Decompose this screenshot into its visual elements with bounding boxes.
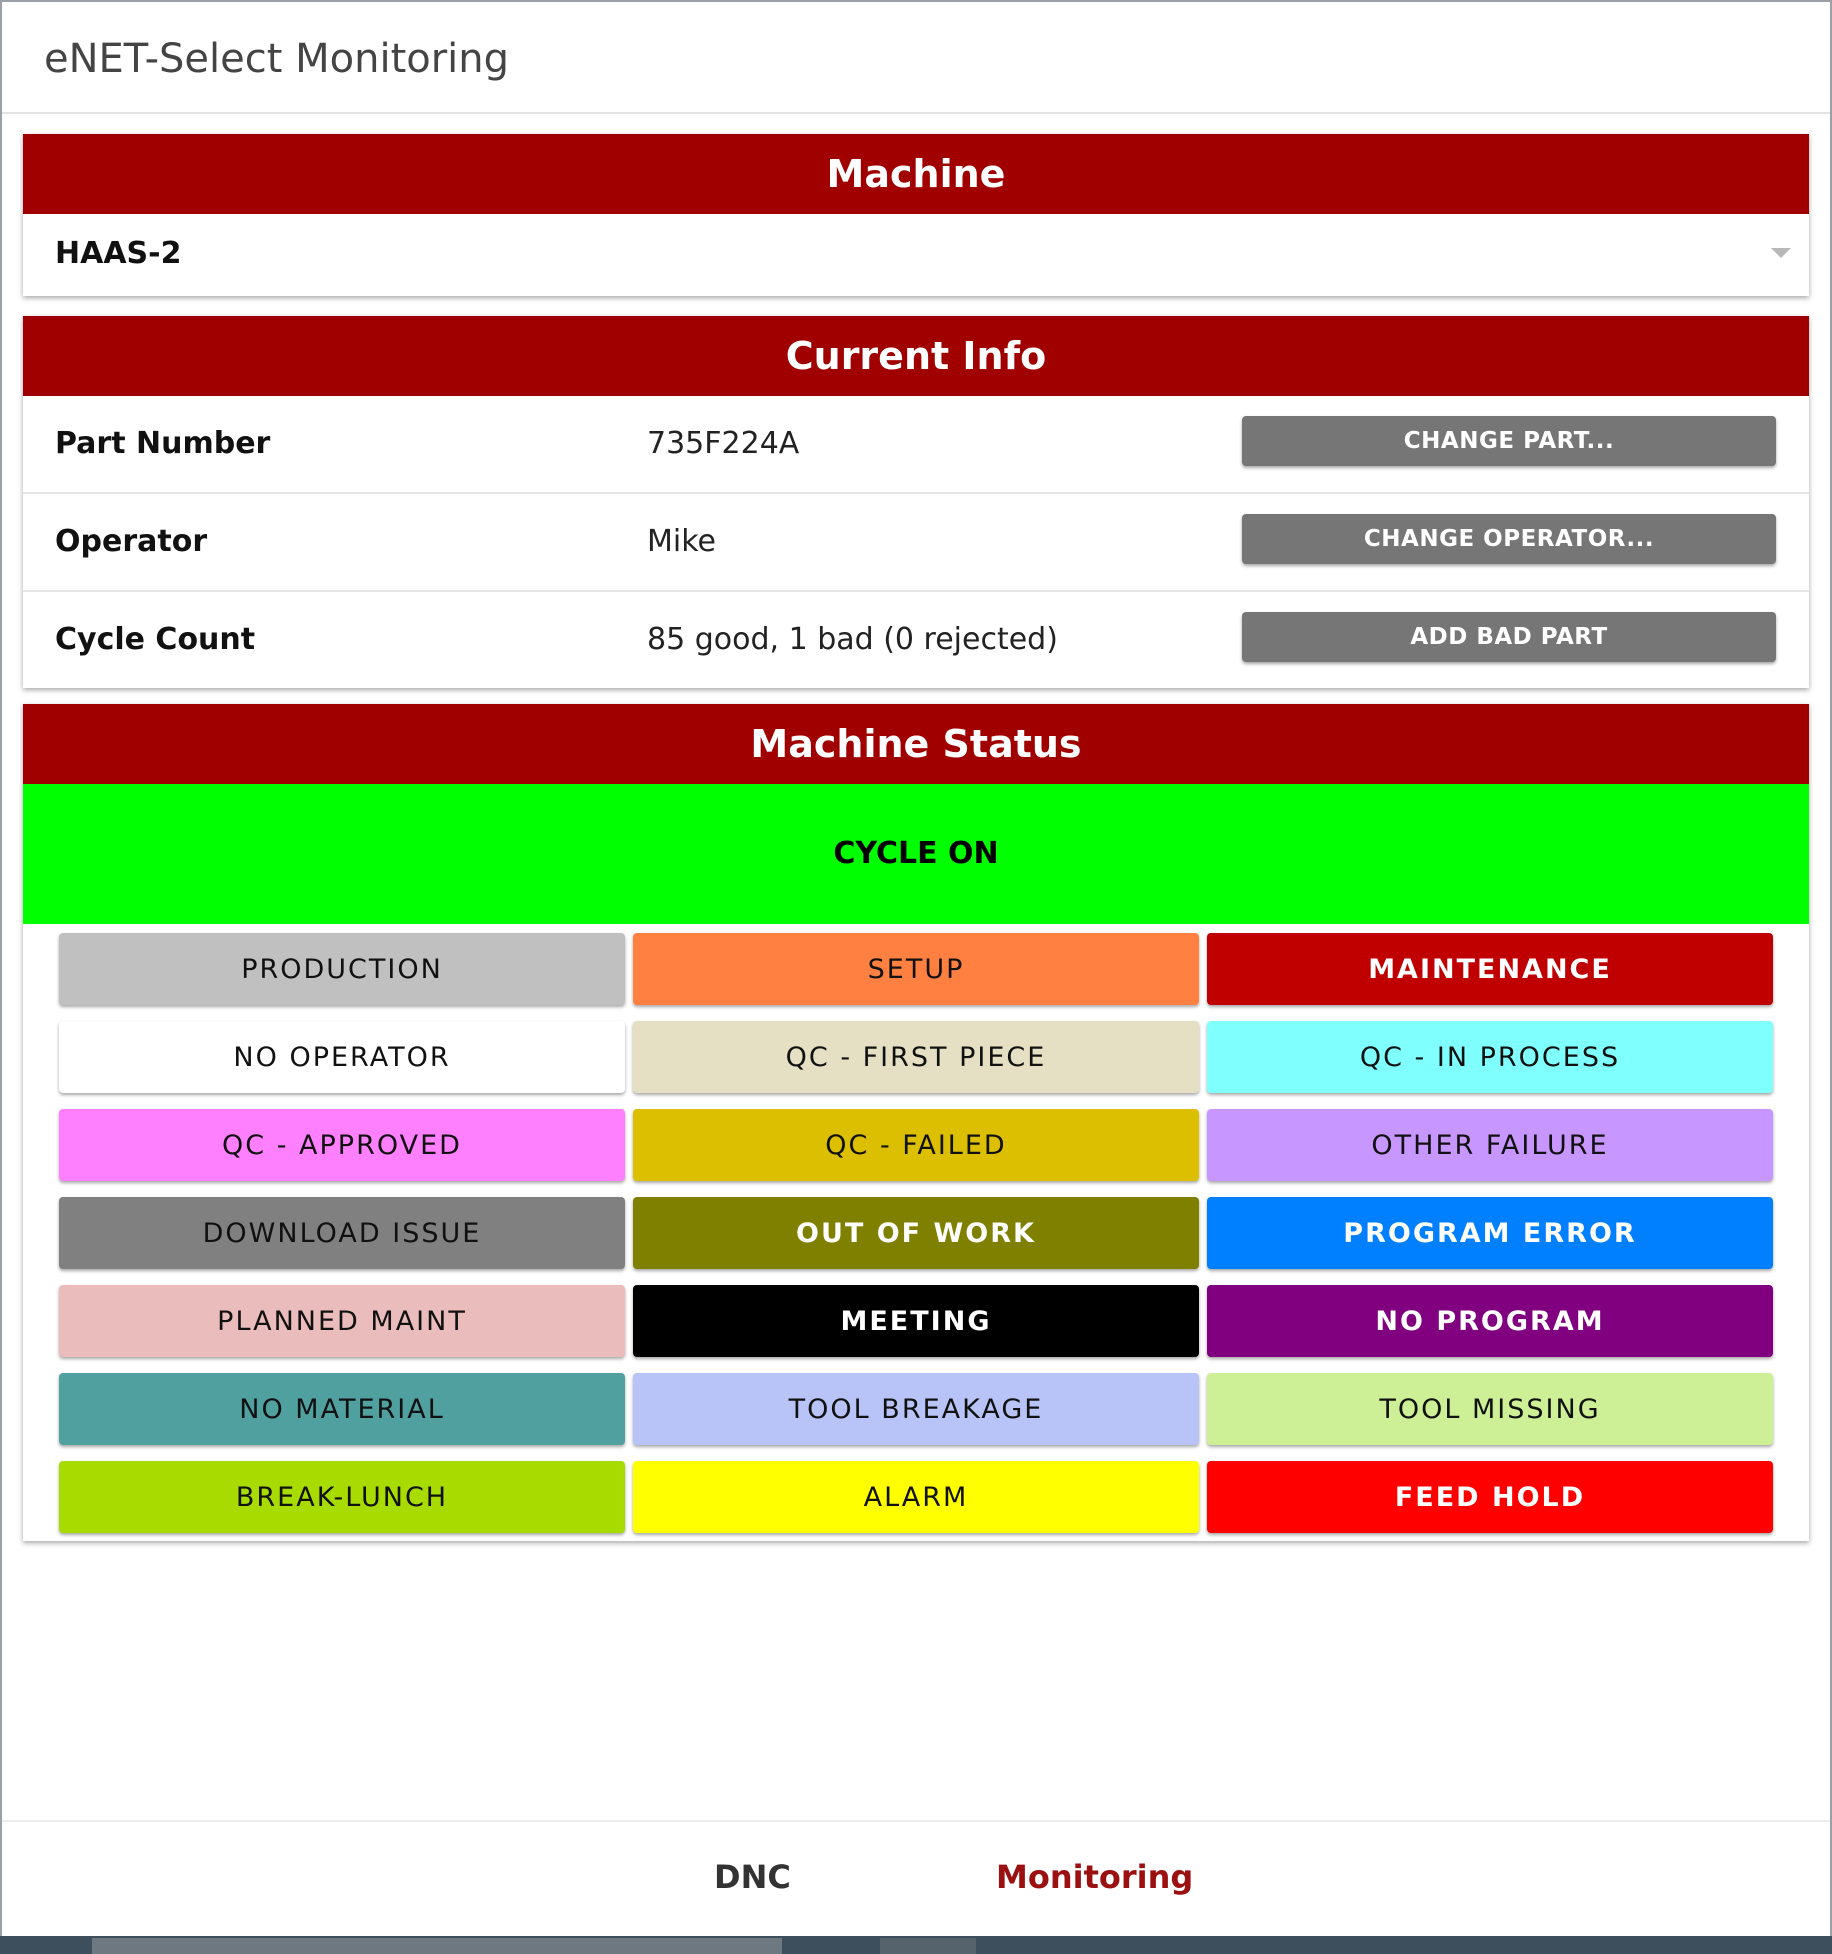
status-button-no-material[interactable]: NO MATERIAL xyxy=(59,1373,625,1445)
nav-item-dnc[interactable]: DNC xyxy=(714,1858,791,1896)
status-button-tool-missing[interactable]: TOOL MISSING xyxy=(1207,1373,1773,1445)
part-number-row xyxy=(23,396,1809,492)
status-button-planned-maint[interactable]: PLANNED MAINT xyxy=(59,1285,625,1357)
status-button-other-failure[interactable]: OTHER FAILURE xyxy=(1207,1109,1773,1181)
info-rows xyxy=(23,396,1809,688)
taskbar-item[interactable] xyxy=(92,1938,782,1954)
status-button-feed-hold[interactable]: FEED HOLD xyxy=(1207,1461,1773,1533)
cycle-count-row xyxy=(23,590,1809,688)
add-bad-part-button[interactable]: ADD BAD PART xyxy=(1242,612,1776,662)
change-part-button[interactable]: CHANGE PART... xyxy=(1242,416,1776,466)
operator-value: Mike xyxy=(647,524,716,559)
title-bar xyxy=(2,2,1830,114)
status-button-meeting[interactable]: MEETING xyxy=(633,1285,1199,1357)
current-info-header: Current Info xyxy=(23,316,1809,396)
status-button-production[interactable]: PRODUCTION xyxy=(59,933,625,1005)
current-status-banner: CYCLE ON xyxy=(23,784,1809,924)
machine-status-card xyxy=(23,704,1809,1541)
change-operator-button[interactable]: CHANGE OPERATOR... xyxy=(1242,514,1776,564)
status-button-setup[interactable]: SETUP xyxy=(633,933,1199,1005)
cycle-count-label: Cycle Count xyxy=(55,622,256,657)
part-number-value: 735F224A xyxy=(647,426,800,461)
status-button-qc-approved[interactable]: QC - APPROVED xyxy=(59,1109,625,1181)
machine-status-header: Machine Status xyxy=(23,704,1809,784)
bottom-nav xyxy=(2,1820,1830,1936)
cycle-count-value: 85 good, 1 bad (0 rejected) xyxy=(647,622,1058,657)
machine-card xyxy=(23,134,1809,296)
operator-label: Operator xyxy=(55,524,208,559)
operator-row xyxy=(23,492,1809,590)
status-button-no-operator[interactable]: NO OPERATOR xyxy=(59,1021,625,1093)
part-number-label: Part Number xyxy=(55,426,271,461)
status-button-out-of-work[interactable]: OUT OF WORK xyxy=(633,1197,1199,1269)
machine-header: Machine xyxy=(23,134,1809,214)
status-button-download-issue[interactable]: DOWNLOAD ISSUE xyxy=(59,1197,625,1269)
window-title: eNET-Select Monitoring xyxy=(44,36,510,82)
nav-item-monitoring[interactable]: Monitoring xyxy=(996,1858,1194,1896)
status-button-qc-failed[interactable]: QC - FAILED xyxy=(633,1109,1199,1181)
status-button-qc-in-process[interactable]: QC - IN PROCESS xyxy=(1207,1021,1773,1093)
status-button-tool-breakage[interactable]: TOOL BREAKAGE xyxy=(633,1373,1199,1445)
dropdown-arrow-icon[interactable] xyxy=(1771,248,1791,258)
status-button-break-lunch[interactable]: BREAK-LUNCH xyxy=(59,1461,625,1533)
status-button-maintenance[interactable]: MAINTENANCE xyxy=(1207,933,1773,1005)
taskbar-item[interactable] xyxy=(880,1938,976,1954)
taskbar xyxy=(0,1936,1832,1954)
status-button-alarm[interactable]: ALARM xyxy=(633,1461,1199,1533)
status-button-no-program[interactable]: NO PROGRAM xyxy=(1207,1285,1773,1357)
status-button-qc-first-piece[interactable]: QC - FIRST PIECE xyxy=(633,1021,1199,1093)
status-button-program-error[interactable]: PROGRAM ERROR xyxy=(1207,1197,1773,1269)
current-info-card xyxy=(23,316,1809,688)
machine-select[interactable] xyxy=(23,214,1809,296)
status-button-grid xyxy=(23,924,1809,1541)
machine-select-value: HAAS-2 xyxy=(55,236,182,271)
